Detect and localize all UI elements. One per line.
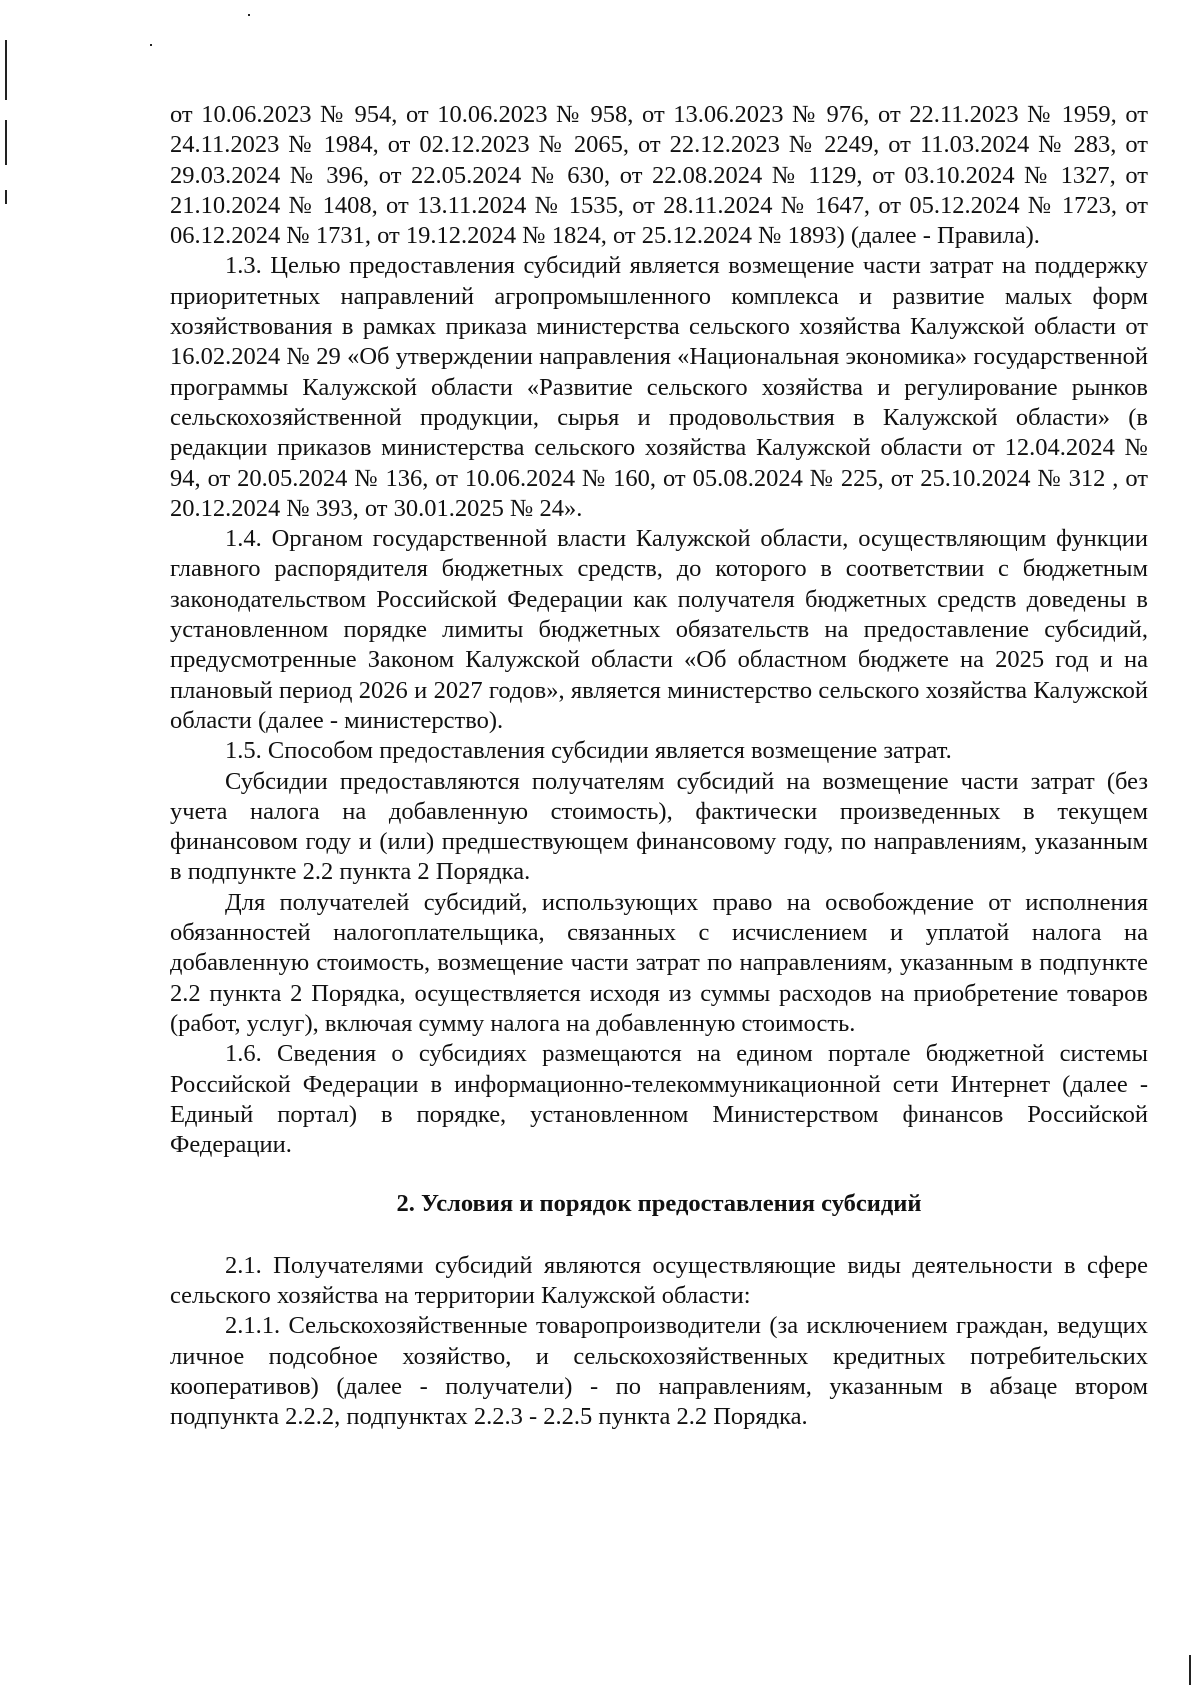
paragraph-1-5-vat: Для получателей субсидий, использующих право на освобождение от исполнения обязанностей налогоплательщика, связанных с исчислением и уплатой налога на добавленную стоимость, возмещение части затрат по направлениям, указанным в подпункте 2.2 пункта 2 Порядка, осуществляется исходя из суммы расходов на приобретение товаров (работ, услуг), включая сумму налога на добавленную стоимость. (170, 888, 1148, 1037)
document-body (170, 100, 1148, 1432)
scan-speck (150, 44, 152, 46)
paragraph-1-5: 1.5. Способом предоставления субсидии является возмещение затрат. (225, 737, 952, 765)
paragraph-1-3: 1.3. Целью предоставления субсидий является возмещение части затрат на поддержку приоритетных направлений агропромышленного комплекса и развитие малых форм хозяйствования в рамках приказа министерства сельского хозяйства Калужской области от 16.02.2024 № 29 «Об утверждении направления «Национальная экономика» государственной программы Калужской области «Развитие сельского хозяйства и регулирование рынков сельскохозяйственной продукции, сырья и продовольствия в Калужской области» (в редакции приказов министерства сельского хозяйства Калужской области от 12.04.2024 № 94, от 20.05.2024 № 136, от 10.06.2024 № 160, от 05.08.2024 № 225, от 25.10.2024 № 312 , от 20.12.2024 № 393, от 30.01.2025 № 24». (170, 252, 1148, 522)
scan-edge-mark (1189, 1655, 1191, 1685)
paragraph-1-5-subsidies: Субсидии предоставляются получателям субсидий на возмещение части затрат (без учета налога на добавленную стоимость), фактически произведенных в текущем финансовом году и (или) предшествующем финансовому году, по направлениям, указанным в подпункте 2.2 пункта 2 Порядка. (170, 767, 1148, 886)
paragraph-continuation: от 10.06.2023 № 954, от 10.06.2023 № 958, от 13.06.2023 № 976, от 22.11.2023 № 1959, от 24.11.2023 № 1984, от 02.12.2023 № 2065, от 22.12.2023 № 2249, от 11.03.2024 № 283, от 29.03.2024 № 396, от 22.05.2024 № 630, от 22.08.2024 № 1129, от 03.10.2024 № 1327, от 21.10.2024 № 1408, от 13.11.2024 № 1535, от 28.11.2024 № 1647, от 05.12.2024 № 1723, от 06.12.2024 № 1731, от 19.12.2024 № 1824, от 25.12.2024 № 1893) (далее - Правила). (170, 101, 1148, 250)
paragraph-2-1-1: 2.1.1. Сельскохозяйственные товаропроизводители (за исключением граждан, ведущих личное подсобное хозяйство, и сельскохозяйственных кредитных потребительских кооперативов) (далее - получатели) - по направлениям, указанным в абзаце втором подпункта 2.2.2, подпунктах 2.2.3 - 2.2.5 пункта 2.2 Порядка. (170, 1312, 1148, 1431)
scan-edge-mark (5, 190, 7, 204)
scan-edge-mark (5, 120, 7, 165)
section-heading: 2. Условия и порядок предоставления субсидий (396, 1190, 922, 1218)
scan-edge-mark (5, 40, 7, 100)
scan-speck (248, 14, 250, 16)
paragraph-1-4: 1.4. Органом государственной власти Калужской области, осуществляющим функции главного распорядителя бюджетных средств, до которого в соответствии с бюджетным законодательством Российской Федерации как получателя бюджетных средств доведены в установленном порядке лимиты бюджетных обязательств на предоставление субсидий, предусмотренные Законом Калужской области «Об областном бюджете на 2025 год и на плановый период 2026 и 2027 годов», является министерство сельского хозяйства Калужской области (далее - министерство). (170, 525, 1148, 734)
paragraph-1-6: 1.6. Сведения о субсидиях размещаются на едином портале бюджетной системы Российской Федерации в информационно-телекоммуникационной сети Интернет (далее - Единый портал) в порядке, установленном Министерством финансов Российской Федерации. (170, 1040, 1148, 1159)
paragraph-2-1: 2.1. Получателями субсидий являются осуществляющие виды деятельности в сфере сельского хозяйства на территории Калужской области: (170, 1251, 1148, 1309)
